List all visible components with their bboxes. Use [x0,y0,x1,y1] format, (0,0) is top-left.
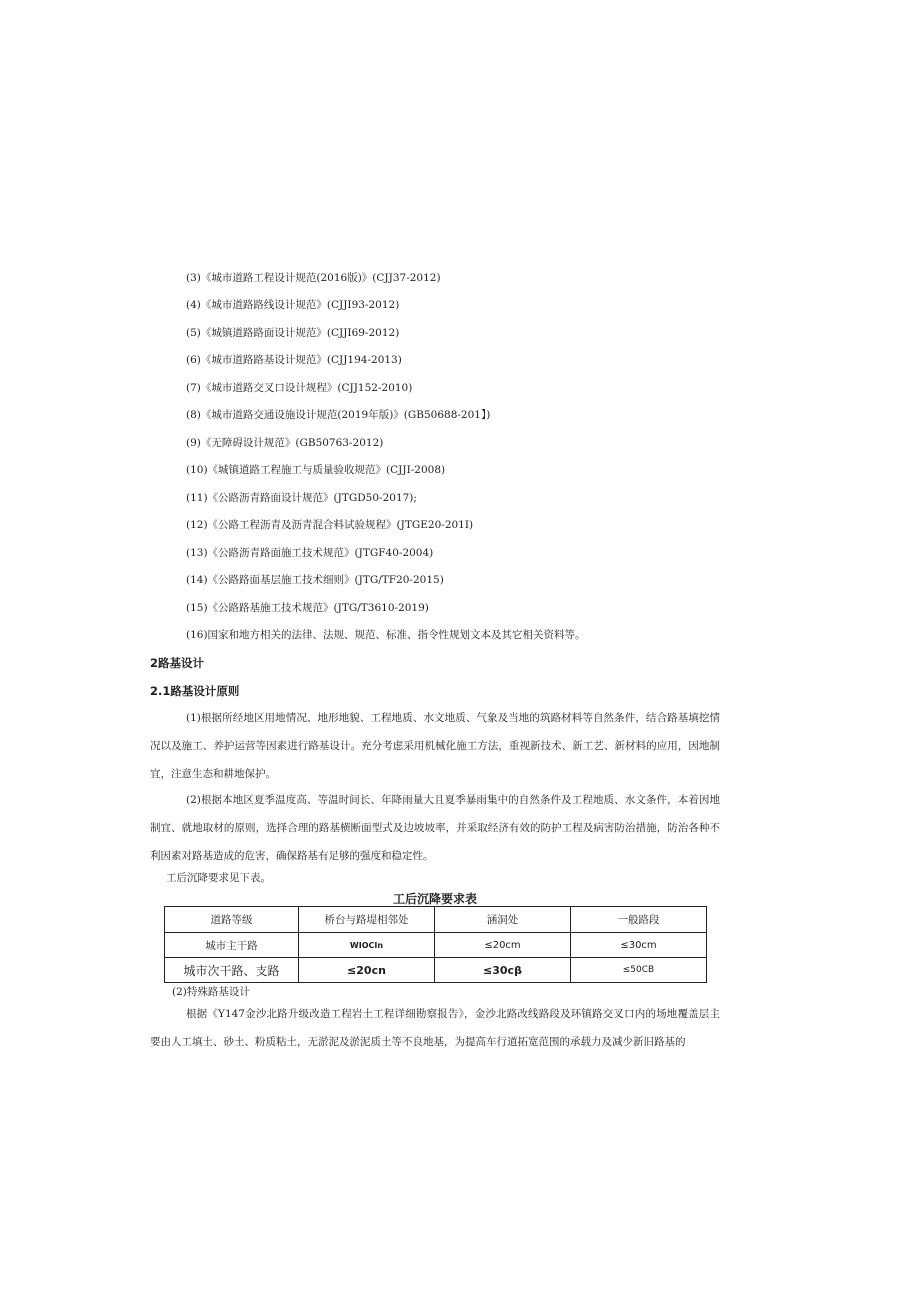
reference-item: (10)《城镇道路工程施工与质量验收规范》(CJJI-2008) [186,464,446,476]
reference-item: (16)国家和地方相关的法律、法规、规范、标准、指令性规划文本及其它相关资料等。 [186,629,586,641]
reference-item: (7)《城市道路交叉口设计规程》(CJJ152-2010) [186,382,413,394]
settlement-table [164,906,707,983]
reference-item: (5)《城镇道路路面设计规范》(CJJI69-2012) [186,327,400,339]
reference-item: (3)《城市道路工程设计规范(2016版)》(CJJ37-2012) [186,272,441,284]
table-cell: ≤50CB [571,958,707,983]
section-heading: 2路基设计 [150,656,205,670]
special-subgrade-heading: (2)特殊路基设计 [172,986,250,998]
reference-item: (4)《城市道路路线设计规范》(CJJI93-2012) [186,299,400,311]
special-paragraph: 根据《Y147金沙北路升级改造工程岩土工程详细勘察报告》，金沙北路改线路段及环镇路交叉口内的场地覆盖层主要由人工填土、砂土、粉质粘土，无淤泥及淤泥质土等不良地基，为提高车行道拓宽范围的承载力及减少新旧路基的 [150,1008,720,1048]
subsection-heading: 2.1路基设计原则 [150,684,240,698]
table-cell: 城市主干路 [165,933,299,958]
table-cell: 城市次干路、支路 [165,958,299,983]
table-row [165,933,707,958]
principle-paragraph-2: (2)根据本地区夏季温度高、等温时间长、年降雨量大且夏季暴雨集中的自然条件及工程地质、水文条件，本着因地制宜、就地取材的原则，选择合理的路基横断面型式及边坡坡率，并采取经济有效的防护工程及病害防治措施，防治各种不利因素对路基造成的危害，确保路基有足够的强度和稳定性。 [150,794,720,862]
table-cell: WIOCIn [299,933,435,958]
reference-item: (11)《公路沥青路面设计规范》(JTGD50-2017); [186,492,417,504]
table-header-cell: 一般路段 [571,907,707,933]
table-cell: ≤30cm [571,933,707,958]
table-cell: ≤30cβ [435,958,571,983]
reference-item: (13)《公路沥青路面施工技术规范》(JTGF40-2004) [186,547,434,559]
table-header-cell: 涵洞处 [435,907,571,933]
table-cell: ≤20cn [299,958,435,983]
reference-item: (6)《城市道路路基设计规范》(CJJ194-2013) [186,354,402,366]
table-title: 工后沉降要求表 [392,892,477,906]
table-intro: 工后沉降要求见下表。 [166,872,271,884]
table-header-cell: 桥台与路堤相邻处 [299,907,435,933]
table-header-row [165,907,707,933]
table-cell: ≤20cm [435,933,571,958]
reference-item: (8)《城市道路交通设施设计规范(2019年版)》(GB50688-201】) [186,409,491,421]
principle-paragraph-1: (1)根据所经地区用地情况、地形地貌、工程地质、水文地质、气象及当地的筑路材料等自然条件，结合路基填挖情况以及施工、养护运营等因素进行路基设计。充分考虑采用机械化施工方法，重视新技术、新工艺、新材料的应用，因地制宜，注意生态和耕地保护。 [150,712,720,780]
table-row [165,958,707,983]
reference-item: (15)《公路路基施工技术规范》(JTG/T3610-2019) [186,602,429,614]
reference-item: (9)《无障碍设计规范》(GB50763-2012) [186,437,384,449]
table-header-cell: 道路等级 [165,907,299,933]
reference-item: (12)《公路工程沥青及沥青混合料试验规程》(JTGE20-201I) [186,519,474,531]
reference-item: (14)《公路路面基层施工技术细则》(JTG/TF20-2015) [186,574,444,586]
